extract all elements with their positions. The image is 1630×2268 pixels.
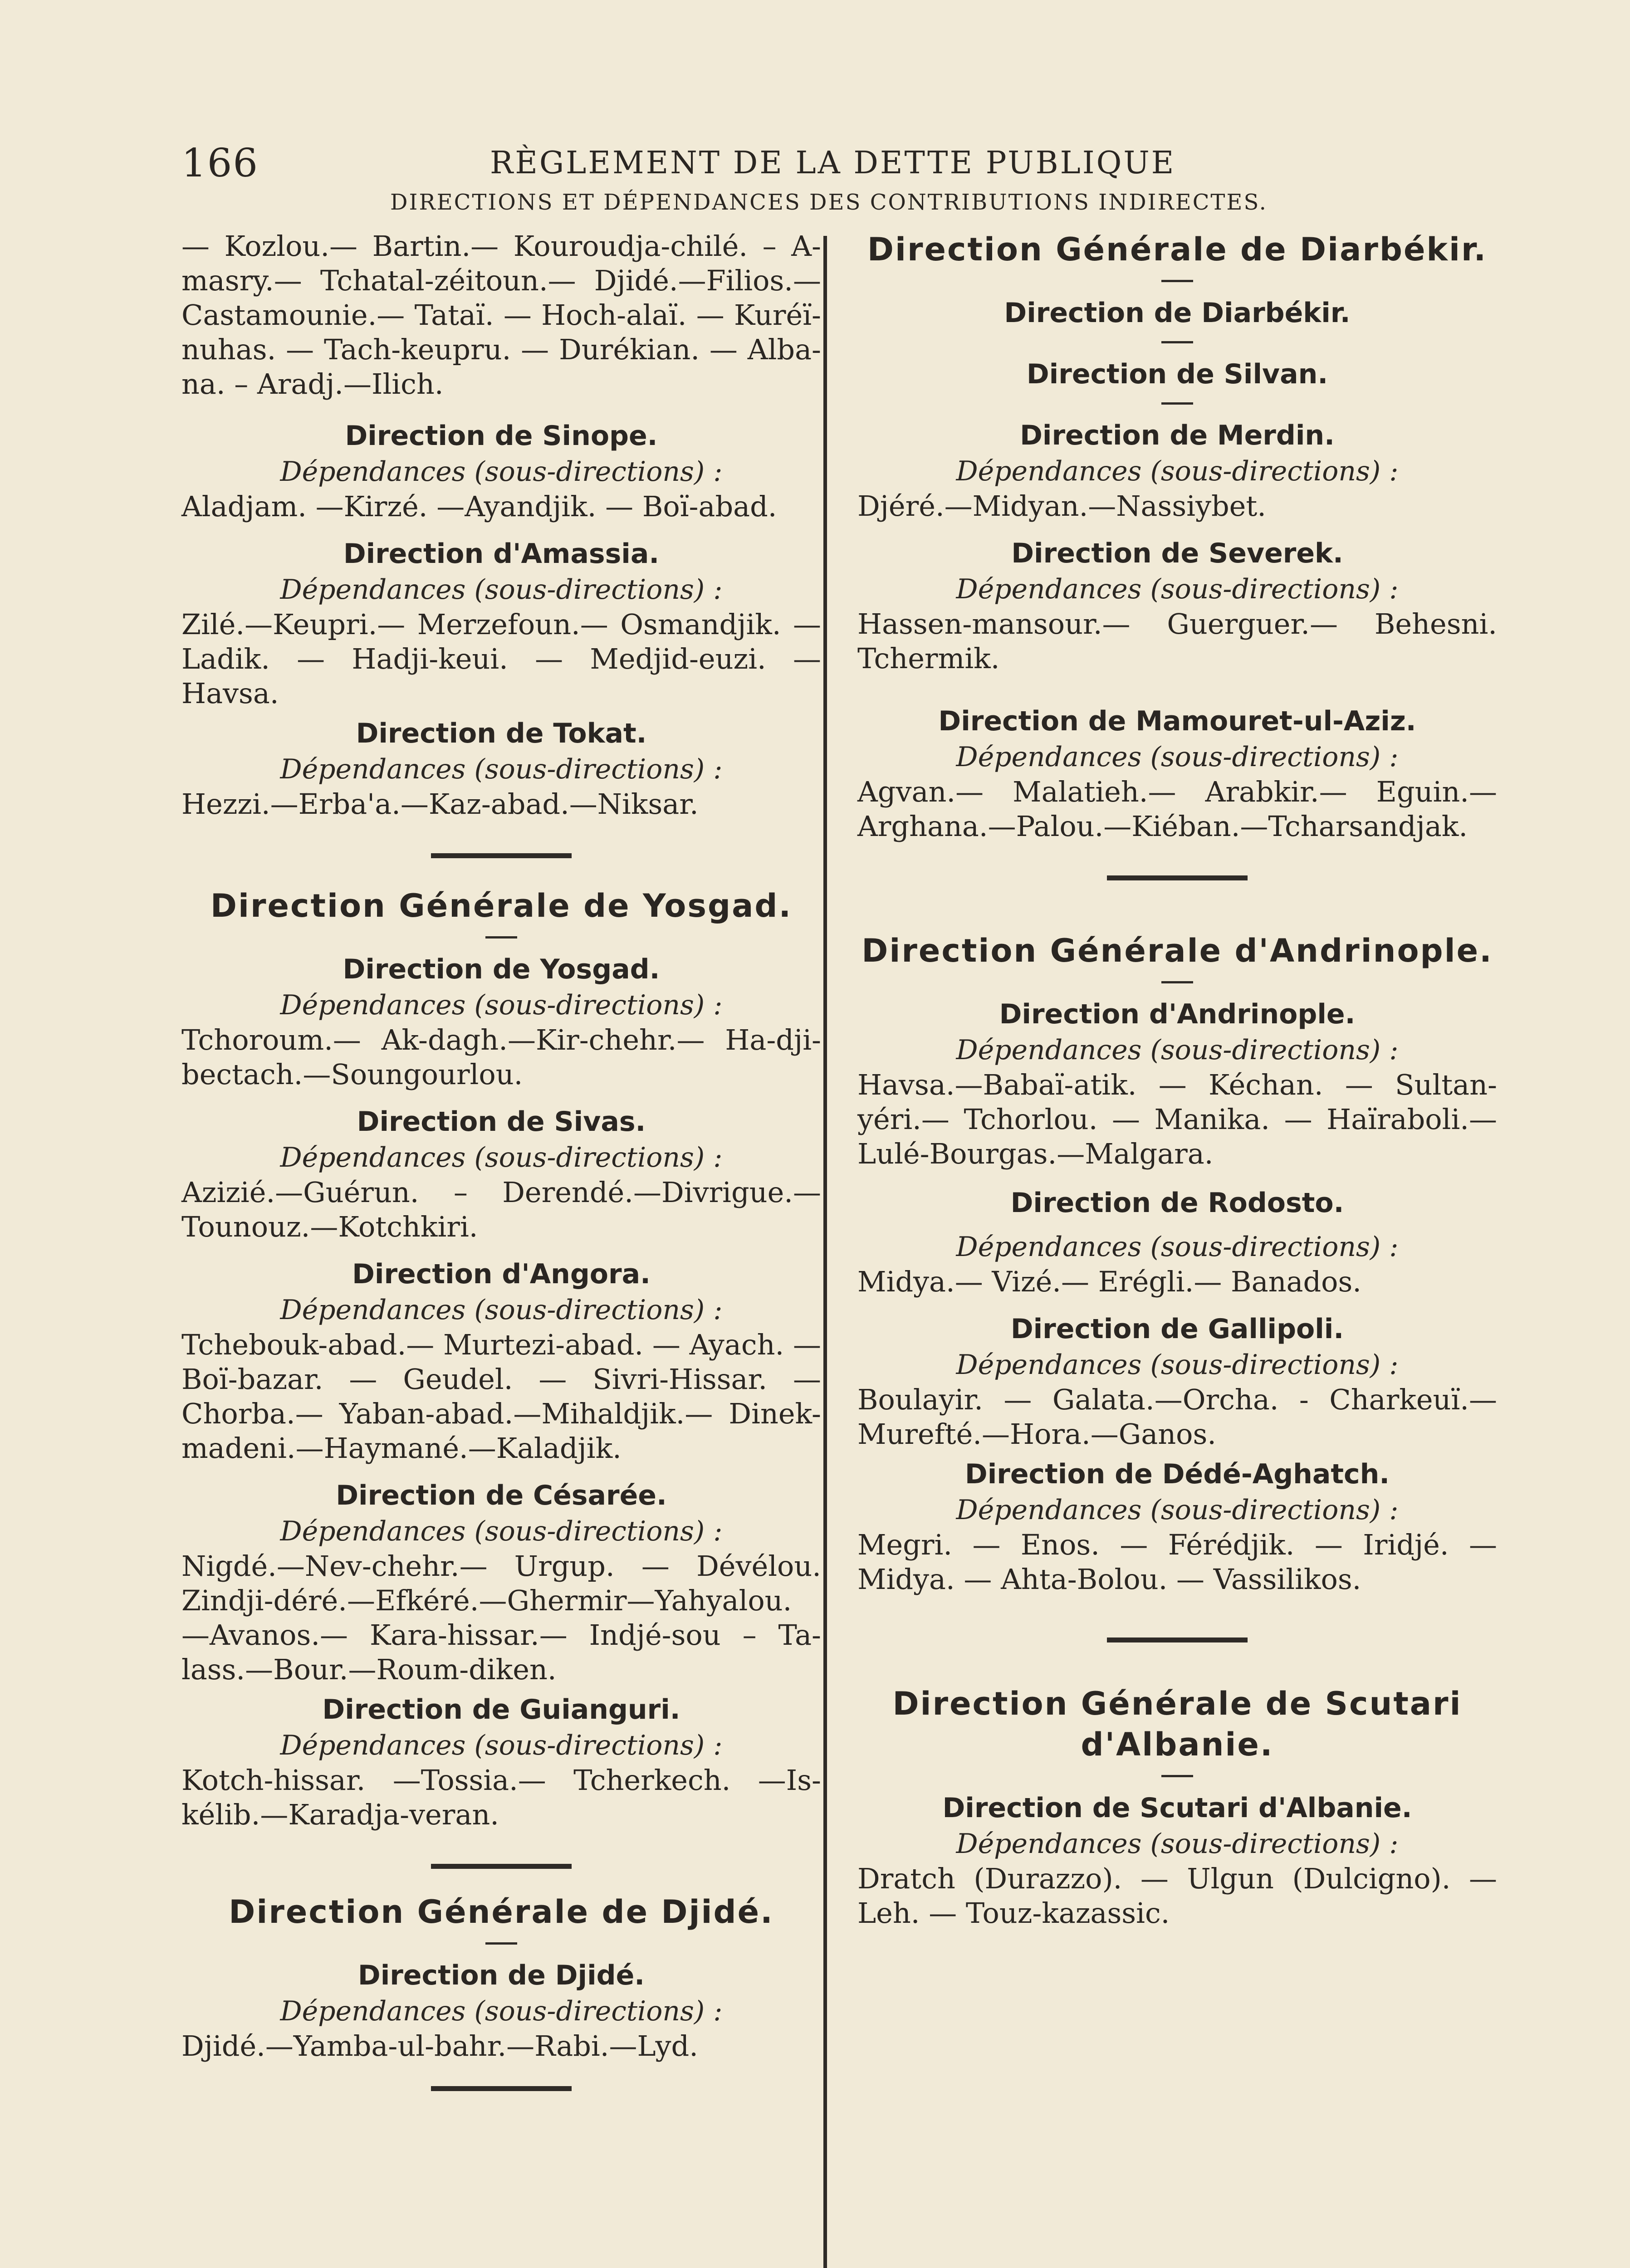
tokat-list: Hezzi.—Erba'a.—Kaz-abad.—Niksar. — [181, 787, 699, 821]
section-rule — [1107, 875, 1248, 880]
yosgad-dependances: Dépendances (sous-directions) : — [280, 989, 723, 1021]
gallipoli-heading: Direction de Gallipoli. — [1010, 1313, 1344, 1345]
andrinople-heading: Direction d'Andrinople. — [999, 998, 1356, 1030]
cesaree-dependances: Dépendances (sous-directions) : — [280, 1515, 723, 1547]
severek-heading: Direction de Severek. — [1011, 538, 1343, 569]
merdin-dependances: Dépendances (sous-directions) : — [956, 455, 1399, 487]
scutari-general-heading-2: d'Albanie. — [1081, 1726, 1274, 1763]
dede-heading: Direction de Dédé-Aghatch. — [964, 1458, 1390, 1490]
short-dash — [1161, 402, 1193, 405]
angora-list: Tchebouk-abad.— Murtezi-abad. — Ayach. — Boï-bazar. — Geudel. — Sivri-Hissar. — Chorba.— Yaban-abad.—Mihaldjik.— Dinek-madeni.—Haymané.—Kaladjik. — [181, 1328, 821, 1465]
scutari-list: Dratch (Durazzo). — Ulgun (Dulcigno). — Leh. — Touz-kazassic. — [857, 1862, 1497, 1930]
left-column — [181, 229, 821, 2091]
column-divider — [823, 236, 827, 2268]
mamouret-heading: Direction de Mamouret-ul-Aziz. — [938, 705, 1416, 737]
merdin-heading: Direction de Merdin. — [1020, 420, 1335, 451]
short-dash — [1161, 280, 1193, 282]
djide-list: Djidé.—Yamba-ul-bahr.—Rabi.—Lyd. — [181, 2029, 698, 2063]
tokat-heading: Direction de Tokat. — [356, 718, 647, 749]
yosgad-general-heading: Direction Générale de Yosgad. — [210, 887, 793, 924]
sinope-list: Aladjam. —Kirzé. —Ayandjik. — Boï-abad. — [181, 490, 777, 523]
djide-dependances: Dépendances (sous-directions) : — [280, 1995, 723, 2027]
merdin-list: Djéré.—Midyan.—Nassiybet. — [857, 489, 1266, 523]
rodosto-heading: Direction de Rodosto. — [1010, 1187, 1344, 1219]
sivas-dependances: Dépendances (sous-directions) : — [280, 1142, 723, 1173]
mamouret-dependances: Dépendances (sous-directions) : — [956, 741, 1399, 773]
page-header — [181, 141, 1180, 191]
diarbekir-general-heading: Direction Générale de Diarbékir. — [867, 231, 1488, 268]
section-rule — [431, 1864, 572, 1869]
short-dash — [485, 1942, 517, 1945]
rodosto-list: Midya.— Vizé.— Erégli.— Banados. — [857, 1265, 1362, 1298]
cesaree-list: Nigdé.—Nev-chehr.— Urgup. — Dévélou. Zindji-déré.—Efkéré.—Ghermir—Yahyalou. —Avanos.— Kara-hissar.— Indjé-sou – Ta-lass.—Bour.—Roum-diken. — [181, 1549, 821, 1686]
section-rule — [1107, 1637, 1248, 1642]
silvan-heading: Direction de Silvan. — [1026, 358, 1328, 390]
guianguri-dependances: Dépendances (sous-directions) : — [280, 1730, 723, 1761]
yosgad-heading: Direction de Yosgad. — [343, 953, 660, 985]
scutari-general-heading-1: Direction Générale de Scutari — [892, 1685, 1462, 1722]
intro-list: — Kozlou.— Bartin.— Kouroudja-chilé. – A-masry.— Tchatal-zéitoun.— Djidé.—Filios.— Castamounie.— Tataï. — Hoch-alaï. — Kuréï-nuhas. — Tach-keupru. — Durékian. — Alba-na. – Aradj.—Ilich. — [181, 230, 821, 401]
dede-dependances: Dépendances (sous-directions) : — [956, 1494, 1399, 1526]
tokat-dependances: Dépendances (sous-directions) : — [280, 753, 723, 785]
sivas-list: Azizié.—Guérun. – Derendé.—Divrigue.— Tounouz.—Kotchkiri. — [181, 1176, 821, 1243]
severek-list: Hassen-mansour.— Guerguer.— Behesni. Tchermik. — [857, 607, 1497, 675]
cesaree-heading: Direction de Césarée. — [336, 1480, 667, 1511]
angora-heading: Direction d'Angora. — [352, 1258, 651, 1290]
andrinople-general-heading: Direction Générale d'Andrinople. — [862, 932, 1493, 969]
running-title: RÈGLEMENT DE LA DETTE PUBLIQUE — [490, 145, 1176, 181]
guianguri-heading: Direction de Guianguri. — [322, 1694, 680, 1725]
mamouret-list: Agvan.— Malatieh.— Arabkir.— Eguin.— Arghana.—Palou.—Kiéban.—Tcharsandjak. — [857, 775, 1497, 843]
sinope-heading: Direction de Sinope. — [345, 420, 658, 452]
gallipoli-dependances: Dépendances (sous-directions) : — [956, 1349, 1399, 1381]
guianguri-list: Kotch-hissar. —Tossia.— Tcherkech. —Is-kélib.—Karadja-veran. — [181, 1764, 821, 1831]
sinope-dependances: Dépendances (sous-directions) : — [280, 456, 723, 488]
sivas-heading: Direction de Sivas. — [357, 1106, 646, 1138]
diarbekir-heading: Direction de Diarbékir. — [1004, 297, 1351, 329]
scutari-dependances: Dépendances (sous-directions) : — [956, 1828, 1399, 1860]
amassia-list: Zilé.—Keupri.— Merzefoun.— Osmandjik. — Ladik. — Hadji-keui. — Medjid-euzi. — Havsa. — [181, 608, 821, 710]
andrinople-list: Havsa.—Babaï-atik. — Kéchan. — Sultan-yéri.— Tchorlou. — Manika. — Haïraboli.— Lulé-Bourgas.—Malgara. — [857, 1068, 1497, 1170]
yosgad-list: Tchoroum.— Ak-dagh.—Kir-chehr.— Ha-dji-bectach.—Soungourlou. — [181, 1023, 821, 1091]
section-rule — [431, 2086, 572, 2091]
short-dash — [1161, 1775, 1193, 1777]
rodosto-dependances: Dépendances (sous-directions) : — [956, 1231, 1399, 1263]
short-dash — [1161, 981, 1193, 983]
amassia-heading: Direction d'Amassia. — [343, 538, 660, 570]
angora-dependances: Dépendances (sous-directions) : — [280, 1294, 723, 1326]
djide-heading: Direction de Djidé. — [357, 1960, 645, 1991]
section-subtitle: DIRECTIONS ET DÉPENDANCES DES CONTRIBUTIONS INDIRECTES. — [390, 190, 1268, 215]
gallipoli-list: Boulayir. — Galata.—Orcha. - Charkeuï.— Murefté.—Hora.—Ganos. — [857, 1383, 1497, 1451]
short-dash — [1161, 341, 1193, 343]
section-rule — [431, 853, 572, 858]
short-dash — [485, 936, 517, 938]
amassia-dependances: Dépendances (sous-directions) : — [280, 574, 723, 606]
severek-dependances: Dépendances (sous-directions) : — [956, 573, 1399, 605]
dede-list: Megri. — Enos. — Férédjik. — Iridjé. — Midya. — Ahta-Bolou. — Vassilikos. — [857, 1528, 1497, 1596]
djide-general-heading: Direction Générale de Djidé. — [229, 1893, 774, 1931]
page-number: 166 — [181, 141, 259, 186]
right-column — [857, 229, 1497, 1931]
scutari-heading: Direction de Scutari d'Albanie. — [942, 1792, 1412, 1824]
andrinople-dependances: Dépendances (sous-directions) : — [956, 1034, 1399, 1066]
